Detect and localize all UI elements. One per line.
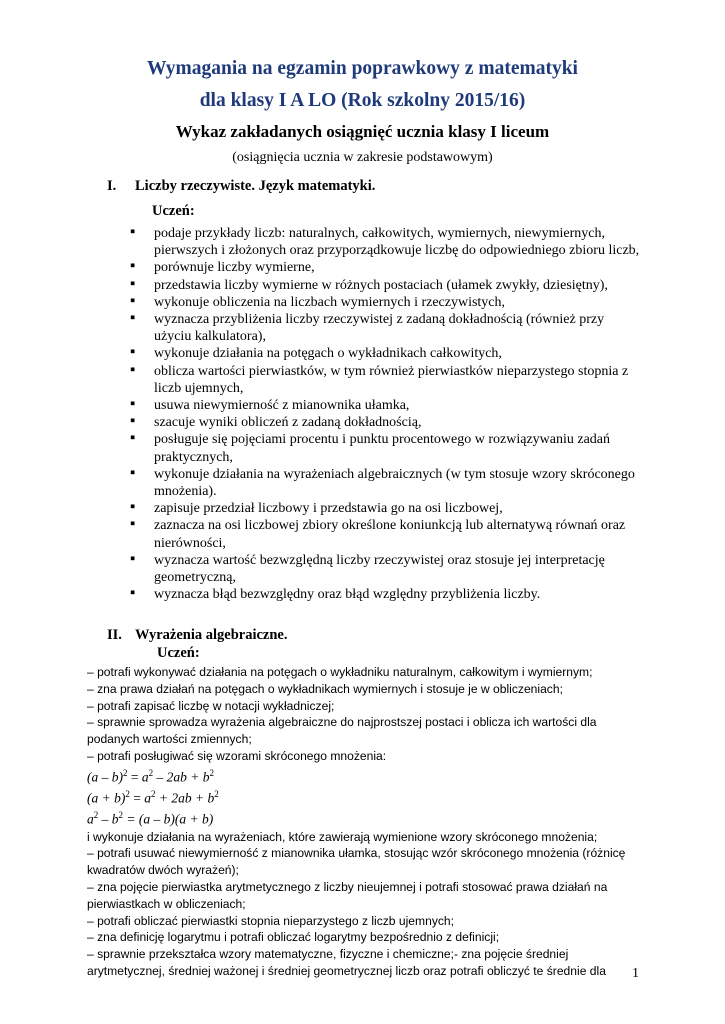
formula-exponent: 2 [214,789,219,800]
list-item: ▪ wyznacza błąd bezwzględny oraz błąd względny przybliżenia liczby. [130,586,640,603]
formula-exponent: 2 [150,789,156,800]
formula-exponent: 2 [125,789,130,800]
section-1-list [130,225,640,603]
formula-middle: – 2ab + [153,769,203,785]
text-line: – zna pojęcie pierwiastka arytmetycznego z liczby nieujemnej i potrafi stosować prawa działań na pierwiastkach w obliczeniach; [87,880,608,911]
formula-lhs: (a + b) [87,790,126,806]
formula-lhs: (a – b) [87,769,123,785]
text-line: – zna definicję logarytmu i potrafi obliczać logarytmy bezpośrednio z definicji; [87,930,500,945]
section-1-uczen: Uczeń: [152,203,195,219]
section-1-title: Liczby rzeczywiste. Język matematyki. [135,178,376,194]
formula [87,807,647,828]
formula-exponent: 2 [148,767,154,778]
formula-term: b [202,769,210,785]
section-2-number: II. [107,627,122,643]
list-item: ▪ wykonuje działania na wyrażeniach algebraicznych (w tym stosuje wzory skróconego mnożenia). [130,466,640,500]
formula-middle: = (a – b)(a + b) [123,811,214,827]
formula-term: a [144,790,151,806]
list-item: ▪ usuwa niewymierność z mianownika ułamka, [130,397,640,414]
list-item: ▪ wyznacza wartość bezwzględną liczby rzeczywistej oraz stosuje jej interpretację geometryczną, [130,552,640,586]
text-line: – potrafi usuwać niewymierność z mianownika ułamka, stosując wzór skróconego mnożenia (różnicę kwadratów dwóch wyrażeń); [87,846,626,878]
formula-exponent: 2 [93,810,99,821]
text-line: i wykonuje działania na wyrażeniach, które zawierają wymienione wzory skróconego mnożenia; [87,829,598,844]
text-line: – potrafi zapisać liczbę w notacji wykładniczej; [87,698,335,713]
formula-term: b [207,790,215,806]
section-1-heading [107,178,375,195]
page-number: 1 [632,966,639,981]
section-2-uczen: Uczeń: [157,645,200,661]
text-line: – sprawnie sprowadza wyrażenia algebraiczne do najprostszej postaci i oblicza ich wartości dla podanych wartości zmiennych; [87,715,597,747]
list-item: ▪ wykonuje obliczenia na liczbach wymiernych i rzeczywistych, [130,294,640,311]
document-title-line2: dla klasy I A LO (Rok szkolny 2015/16) [199,90,526,111]
section-1-number: I. [107,178,117,194]
section-2-lines-before [87,664,647,765]
list-item: ▪ zapisuje przedział liczbowy i przedstawia go na osi liczbowej, [130,500,640,517]
text-line: – zna prawa działań na potęgach o wykładnikach wymiernych i stosuje je w obliczeniach; [87,681,563,696]
list-item: ▪ zaznacza na osi liczbowej zbiory określone koniunkcją lub alternatywą równań oraz nierówności, [130,517,640,551]
list-item: ▪ przedstawia liczby wymierne w różnych postaciach (ułamek zwykły, dziesiętny), [130,277,640,294]
text-line: – potrafi posługiwać się wzorami skróconego mnożenia: [87,748,387,763]
formula-operator: = [129,790,145,806]
text-line: – sprawnie przekształca wzory matematyczne, fizyczne i chemiczne;- zna pojęcie średniej arytmetycznej, średniej ważonej i średniej geometrycznej liczb oraz potrafi obliczyć te średnie dla [87,947,606,979]
list-item: ▪ oblicza wartości pierwiastków, w tym również pierwiastków nieparzystego stopnia z liczb ujemnych, [130,363,640,397]
formula [87,765,647,786]
section-2-content [87,664,647,980]
list-item: ▪ podaje przykłady liczb: naturalnych, całkowitych, wymiernych, niewymiernych, pierwszych i złożonych oraz przyporządkowuje liczbę do odpowiedniego zbioru liczb, [130,225,640,259]
formula [87,786,647,807]
section-2-heading [107,627,287,644]
document-heading: Wykaz zakładanych osiągnięć ucznia klasy I liceum [175,122,550,141]
list-item: ▪ porównuje liczby wymierne, [130,259,640,276]
formula-operator: – [98,811,112,827]
section-2-title: Wyrażenia algebraiczne. [135,627,288,643]
formula-block [87,765,647,829]
formula-exponent: 2 [118,810,123,821]
formula-lhs: a [87,811,94,827]
section-2-lines-after [87,829,647,980]
list-item: ▪ wykonuje działania na potęgach o wykładnikach całkowitych, [130,345,640,362]
formula-middle: + 2ab + [155,790,208,806]
document-subtitle: (osiągnięcia ucznia w zakresie podstawowym) [232,150,493,165]
document-title-line1: Wymagania na egzamin poprawkowy z matematyki [147,58,578,79]
formula-term: a [141,769,149,785]
text-line: – potrafi obliczać pierwiastki stopnia nieparzystego z liczb ujemnych; [87,913,455,928]
list-item: ▪ posługuje się pojęciami procentu i punktu procentowego w rozwiązywaniu zadań praktycznych, [130,431,640,465]
formula-term: b [111,811,119,827]
formula-exponent: 2 [123,767,128,778]
list-item: ▪ szacuje wyniki obliczeń z zadaną dokładnością, [130,414,640,431]
formula-operator: = [127,769,142,785]
text-line: – potrafi wykonywać działania na potęgach o wykładniku naturalnym, całkowitym i wymiernym; [87,665,593,679]
list-item: ▪ wyznacza przybliżenia liczby rzeczywistej z zadaną dokładnością (również przy użyciu kalkulatora), [130,311,640,345]
formula-exponent: 2 [209,767,214,778]
